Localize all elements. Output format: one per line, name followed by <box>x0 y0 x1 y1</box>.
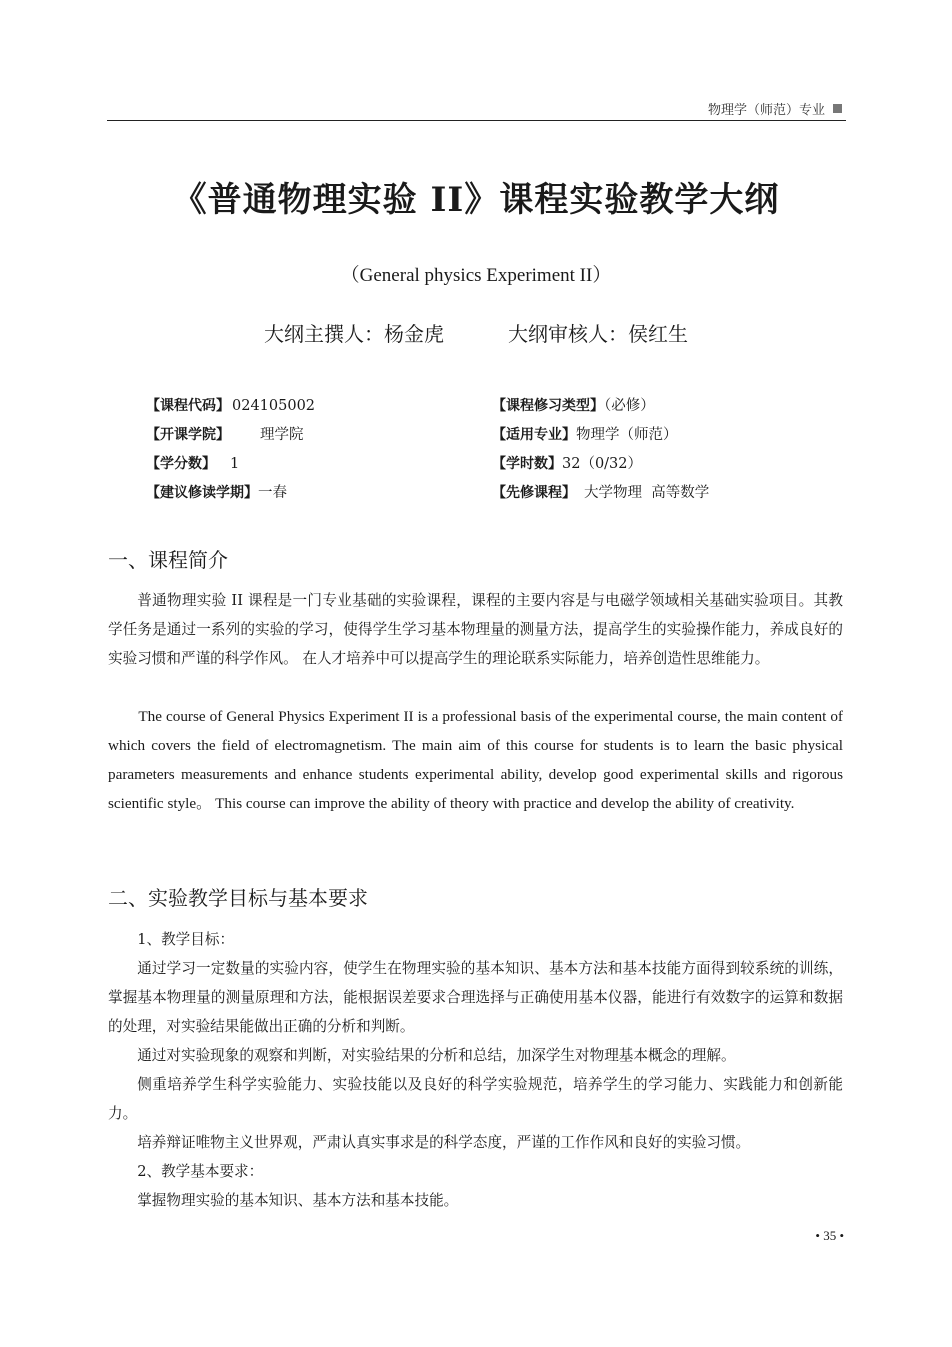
authors-line <box>0 318 952 347</box>
running-header-text: 物理学（师范）专业 <box>707 103 825 118</box>
document-title: 《普通物理实验 II》课程实验教学大纲 <box>172 180 780 220</box>
course-hours: 【学时数】32（0/32） <box>492 456 643 472</box>
section2-heading: 二、实验教学目标与基本要求 <box>108 886 368 910</box>
course-info <box>146 394 806 505</box>
course-code: 【课程代码】 024105002 <box>146 398 316 414</box>
section2-p1: 通过学习一定数量的实验内容，使学生在物理实验的基本知识、基本方法和基本技能方面得到较系统的训练，掌握基本物理量的测量原理和方法，能根据误差要求合理选择与正确使用基本仪器，能进行有效数字的运算和数据的处理，对实验结果能做出正确的分析和判断。 <box>108 960 843 1035</box>
course-term: 【建议修读学期】一春 <box>146 485 287 501</box>
section2-item2: 2、教学基本要求： <box>137 1163 264 1180</box>
course-type: 【课程修习类型】（必修） <box>492 398 655 414</box>
section2-p2: 通过对实验现象的观察和判断，对实验结果的分析和总结，加深学生对物理基本概念的理解。 <box>137 1047 736 1064</box>
square-icon <box>833 104 842 113</box>
section1-para-cn: 普通物理实验 II 课程是一门专业基础的实验课程，课程的主要内容是与电磁学领域相关基础实验项目。其教学任务是通过一系列的实验的学习，使得学生学习基本物理量的测量方法，提高学生的实验操作能力，养成良好的实验习惯和严谨的科学作风。 在人才培养中可以提高学生的理论联系实际能力，培养创造性思维能力。 <box>108 592 843 667</box>
section2-item1: 1、教学目标： <box>137 931 235 948</box>
section2-p3: 侧重培养学生科学实验能力、实验技能以及良好的科学实验规范，培养学生的学习能力、实践能力和创新能力。 <box>108 1076 843 1122</box>
running-header <box>708 99 842 118</box>
author: 大纲主撰人：杨金虎 <box>264 322 444 346</box>
course-credits: 【学分数】 1 <box>146 456 240 472</box>
section1-para-en: The course of General Physics Experiment II is a professional basis of the experimental course, the main content of which covers the field of electromagnetism. The main aim of this course for students is to learn the basic physical parameters measurements and enhance students experimental ability, develop good experimental skills and rigorous scientific style。 This course can improve the ability of theory with practice and develop the ability of creativity. <box>108 708 843 812</box>
course-major: 【适用专业】物理学（师范） <box>492 427 678 443</box>
reviewer: 大纲审核人：侯红生 <box>508 322 688 346</box>
section2-p5: 掌握物理实验的基本知识、基本方法和基本技能。 <box>137 1192 459 1209</box>
page-number: • 35 • <box>815 1228 844 1243</box>
course-prereq: 【先修课程】 大学物理 高等数学 <box>492 485 710 501</box>
header-rule <box>107 120 846 121</box>
course-college: 【开课学院】 理学院 <box>146 427 304 443</box>
document-subtitle: （General physics Experiment II） <box>340 265 612 286</box>
section2-p4: 培养辩证唯物主义世界观，严肃认真实事求是的科学态度，严谨的工作作风和良好的实验习惯。 <box>137 1134 751 1151</box>
section1-heading: 一、课程简介 <box>108 548 228 572</box>
